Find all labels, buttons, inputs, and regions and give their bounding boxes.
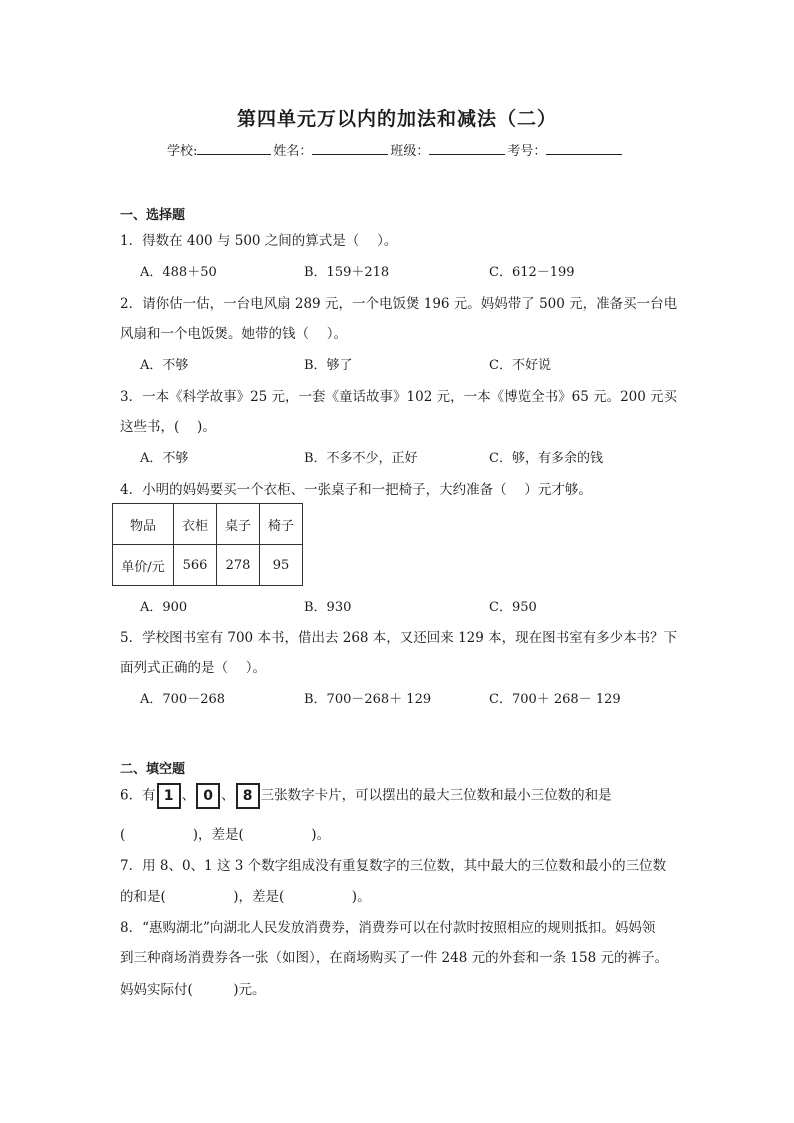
option-a[interactable]: A．700－268 bbox=[140, 692, 226, 707]
table-header-cell: 椅子 bbox=[260, 504, 303, 545]
question-8-line-3: 妈妈实际付( )元。 bbox=[120, 982, 266, 998]
question-6-suffix: 三张数字卡片，可以摆出的最大三位数和最小三位数的和是 bbox=[260, 787, 612, 804]
option-a[interactable]: A．488＋50 bbox=[140, 265, 217, 280]
option-b[interactable]: B．159＋218 bbox=[304, 265, 390, 280]
question-5-line-2: 面列式正确的是（ ）。 bbox=[120, 660, 267, 676]
option-a[interactable]: A．不够 bbox=[140, 358, 189, 373]
question-3-line-2: 这些书，( )。 bbox=[120, 419, 216, 435]
name-label: 姓名： bbox=[273, 144, 313, 159]
question-7-line-2: 的和是( )，差是( )。 bbox=[120, 889, 371, 905]
number-label: 考号： bbox=[507, 144, 547, 159]
option-b[interactable]: B．700－268＋ 129 bbox=[304, 692, 432, 707]
separator: 、 bbox=[221, 787, 235, 804]
table-cell: 278 bbox=[217, 545, 260, 586]
section-choice-heading: 一、选择题 bbox=[120, 208, 186, 223]
question-2-line-1: 2．请你估一估，一台电风扇 289 元，一个电饭煲 196 元。妈妈带了 500 元，准备买一台电 bbox=[120, 296, 678, 312]
class-field[interactable] bbox=[429, 142, 505, 155]
question-8-line-1: 8．“惠购湖北”向湖北人民发放消费券，消费券可以在付款时按照相应的规则抵扣。妈妈领 bbox=[120, 920, 656, 936]
option-c[interactable]: C．700＋ 268－ 129 bbox=[489, 692, 621, 707]
number-field[interactable] bbox=[546, 142, 622, 155]
question-4: 4．小明的妈妈要买一个衣柜、一张桌子和一把椅子，大约准备（ ）元才够。 bbox=[120, 482, 592, 498]
digit-card-8: 8 bbox=[236, 783, 260, 809]
option-c[interactable]: C．612－199 bbox=[489, 265, 575, 280]
price-table-row bbox=[113, 545, 303, 586]
name-field[interactable] bbox=[312, 142, 388, 155]
option-a[interactable]: A．900 bbox=[140, 600, 188, 615]
question-6-line-1 bbox=[120, 783, 612, 809]
class-label: 班级： bbox=[390, 144, 430, 159]
question-5-line-1: 5．学校图书室有 700 本书，借出去 268 本，又还回来 129 本，现在图书室有多少本书？下 bbox=[120, 630, 678, 646]
option-c[interactable]: C．够，有多余的钱 bbox=[489, 451, 603, 466]
table-header-cell: 物品 bbox=[113, 504, 174, 545]
question-1: 1．得数在 400 与 500 之间的算式是（ ）。 bbox=[120, 233, 398, 249]
option-a[interactable]: A．不够 bbox=[140, 451, 189, 466]
digit-card-1: 1 bbox=[157, 783, 181, 809]
school-field[interactable] bbox=[197, 142, 271, 155]
price-table-header-row bbox=[113, 504, 303, 545]
question-6-prefix: 6．有 bbox=[120, 787, 156, 804]
separator: 、 bbox=[181, 787, 196, 804]
price-table bbox=[112, 503, 303, 586]
question-3-line-1: 3．一本《科学故事》25 元，一套《童话故事》102 元，一本《博览全书》65 元。200 元买 bbox=[120, 389, 678, 405]
option-c[interactable]: C．950 bbox=[489, 600, 537, 615]
table-header-cell: 桌子 bbox=[217, 504, 260, 545]
question-2-line-2: 风扇和一个电饭煲。她带的钱（ ）。 bbox=[120, 326, 348, 342]
digit-card-0: 0 bbox=[196, 783, 220, 809]
option-c[interactable]: C．不好说 bbox=[489, 358, 551, 373]
question-8-line-2: 到三种商场消费券各一张（如图），在商场购买了一件 248 元的外套和一条 158 元的裤子。 bbox=[120, 950, 668, 966]
option-b[interactable]: B．够了 bbox=[304, 358, 353, 373]
school-label: 学校: bbox=[167, 144, 198, 159]
question-7-line-1: 7．用 8、0、1 这 3 个数字组成没有重复数字的三位数，其中最大的三位数和最小的三位数 bbox=[120, 858, 667, 874]
table-cell: 566 bbox=[174, 545, 217, 586]
table-header-cell: 衣柜 bbox=[174, 504, 217, 545]
student-info-line bbox=[167, 140, 624, 159]
table-cell: 95 bbox=[260, 545, 303, 586]
question-6-line-2: ( )，差是( )。 bbox=[120, 827, 331, 843]
section-fill-heading: 二、填空题 bbox=[120, 762, 186, 777]
table-cell: 单价/元 bbox=[113, 545, 174, 586]
option-b[interactable]: B．930 bbox=[304, 600, 352, 615]
page-title: 第四单元万以内的加法和减法（二） bbox=[236, 108, 557, 130]
option-b[interactable]: B．不多不少，正好 bbox=[304, 451, 418, 466]
